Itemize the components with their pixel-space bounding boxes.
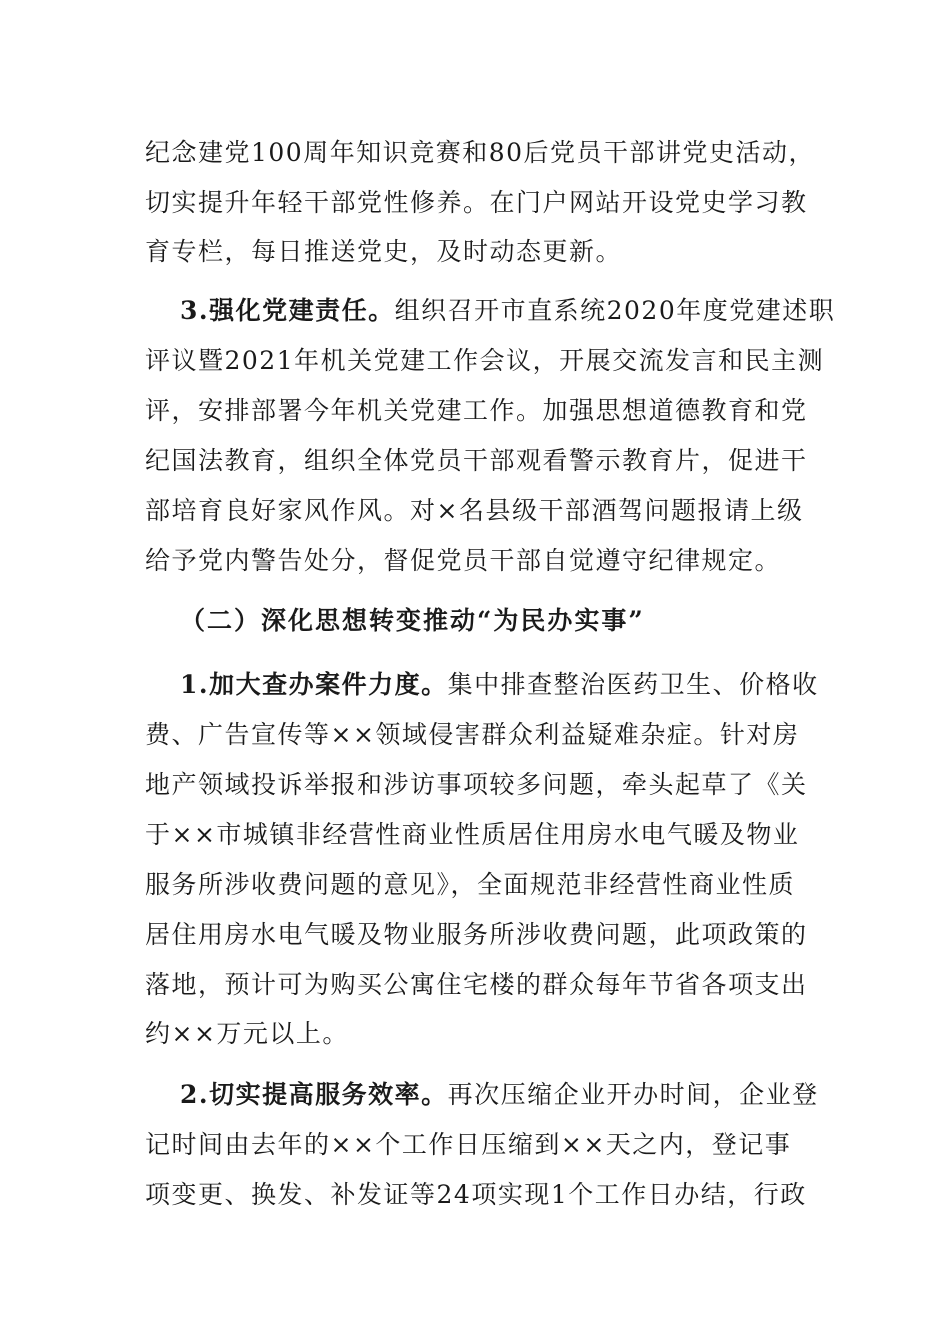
paragraph-line: 切实提升年轻干部党性修养。在门户网站开设党史学习教 (145, 188, 808, 217)
paragraph-line: 纪念建党100周年知识竞赛和80后党员干部讲党史活动， (145, 138, 816, 167)
paragraph-line: 约××万元以上。 (145, 1019, 349, 1048)
paragraph-line: 项变更、换发、补发证等24项实现1个工作日办结，行政 (145, 1180, 807, 1209)
paragraph-line: 评，安排部署今年机关党建工作。加强思想道德教育和党 (145, 396, 808, 425)
paragraph-text: 再次压缩企业开办时间，企业登 (447, 1080, 819, 1109)
paragraph-line: 育专栏，每日推送党史，及时动态更新。 (145, 237, 623, 266)
paragraph-line: 纪国法教育，组织全体党员干部观看警示教育片，促进干 (145, 446, 808, 475)
paragraph-title: 2.切实提高服务效率。 (180, 1080, 448, 1109)
paragraph-line: 于××市城镇非经营性商业性质居住用房水电气暖及物业 (145, 820, 800, 849)
paragraph-text: 组织召开市直系统2020年度党建述职 (394, 296, 836, 325)
paragraph-first-line (180, 670, 819, 700)
paragraph-line: 费、广告宣传等××领域侵害群众利益疑难杂症。针对房 (145, 720, 800, 749)
paragraph-title: 1.加大查办案件力度。 (180, 670, 448, 699)
paragraph-line: 记时间由去年的××个工作日压缩到××天之内，登记事 (145, 1130, 792, 1159)
section-heading: （二）深化思想转变推动“为民办实事” (180, 606, 645, 635)
paragraph-title: 3.强化党建责任。 (180, 296, 395, 325)
paragraph-first-line (180, 296, 835, 326)
paragraph-line: 服务所涉收费问题的意见》，全面规范非经营性商业性质 (145, 870, 796, 899)
paragraph-line: 落地，预计可为购买公寓住宅楼的群众每年节省各项支出 (145, 970, 808, 999)
paragraph-line: 地产领域投诉举报和涉访事项较多问题，牵头起草了《关 (145, 770, 808, 799)
paragraph-line: 评议暨2021年机关党建工作会议，开展交流发言和民主测 (145, 346, 825, 375)
paragraph-first-line (180, 1080, 819, 1110)
paragraph-line: 居住用房水电气暖及物业服务所涉收费问题，此项政策的 (145, 920, 808, 949)
paragraph-text: 集中排查整治医药卫生、价格收 (447, 670, 819, 699)
paragraph-line: 给予党内警告处分，督促党员干部自觉遵守纪律规定。 (145, 546, 782, 575)
paragraph-line: 部培育良好家风作风。对×名县级干部酒驾问题报请上级 (145, 496, 804, 525)
